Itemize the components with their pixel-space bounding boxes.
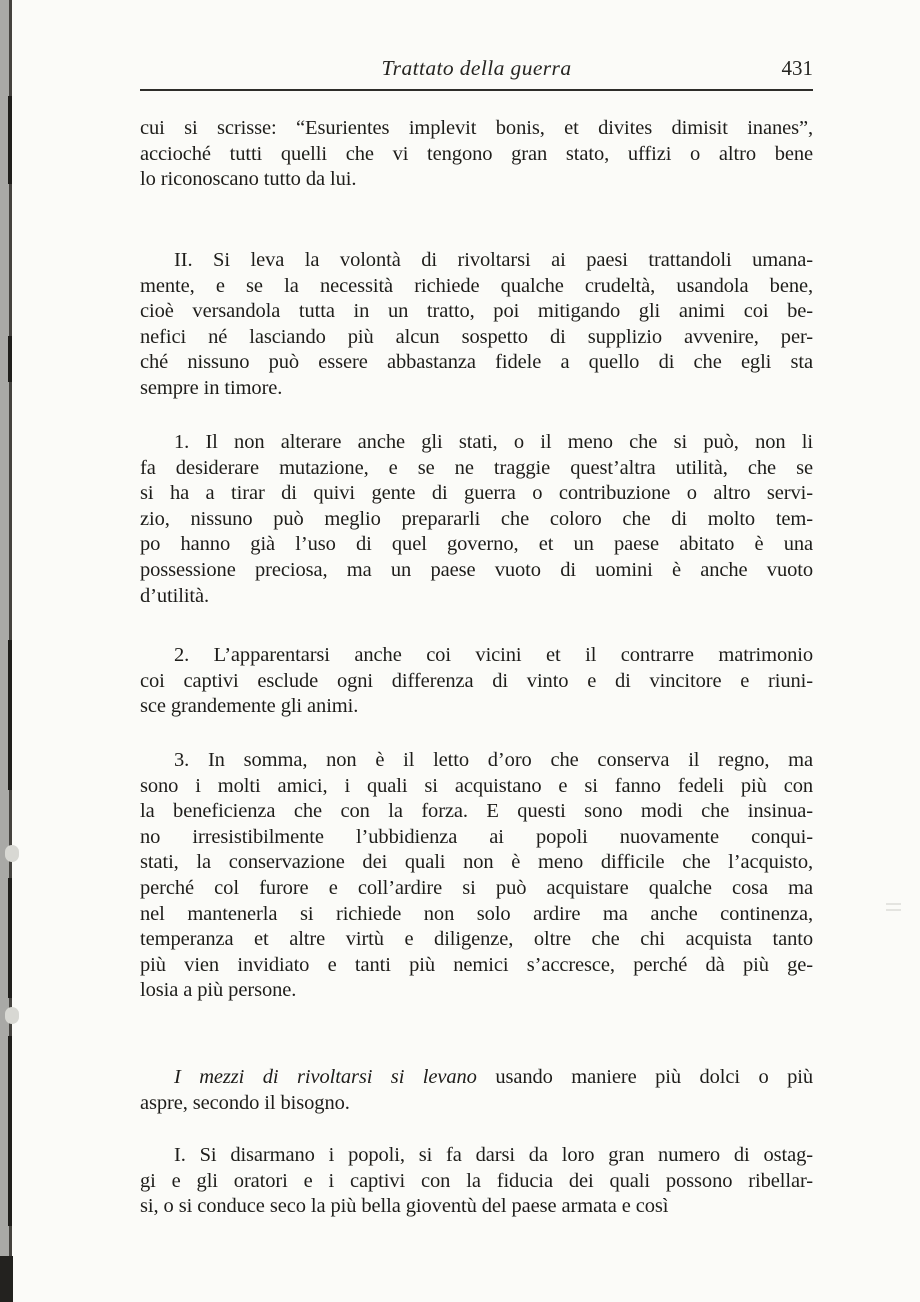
scan-edge-shadow [0,1256,13,1302]
text-line: II. Si leva la volontà di rivoltarsi ai paesi trattandoli umana- [174,249,813,271]
paragraph-item-3 [140,748,813,1004]
text-line: zio, nissuno può meglio prepararli che coloro che di molto tem- [140,507,813,530]
text-line: po hanno già l’uso di quel governo, et un paese abitato è una [140,533,813,556]
paragraph-section-lead [140,1065,813,1116]
text-line: temperanza et altre virtù e diligenze, oltre che chi acquista tanto [140,928,813,951]
italic-phrase: I mezzi di rivoltarsi si levano [174,1066,477,1088]
scan-edge-mark [8,640,12,790]
text-line: no irresistibilmente l’ubbidienza ai popoli nuovamente conqui- [140,825,813,848]
page-number: 431 [781,56,813,80]
text-line: sempre in timore. [140,376,283,399]
text-line: possessione preciosa, ma un paese vuoto di uomini è anche vuoto [140,558,813,581]
text-line: accioché tutti quelli che vi tengono gran stato, uffizi o altro bene [140,142,813,165]
text-line: lo riconoscano tutto da lui. [140,168,357,191]
text-line: si ha a tirar di quivi gente di guerra o contribuzione o altro servi- [140,482,813,505]
text-line: più vien invidiato e tanti più nemici s’accresce, perché dà più ge- [140,953,813,976]
text-line: fa desiderare mutazione, e se ne traggie quest’altra utilità, che se [140,456,813,479]
text-line: cioè versandola tutta in un tratto, poi mitigando gli animi coi be- [140,300,813,323]
paragraph-continuation [140,116,813,193]
scan-edge-mark [8,1036,12,1226]
header-rule [140,89,813,91]
text-line: losia a più persone. [140,979,297,1002]
text-line: aspre, secondo il bisogno. [140,1091,350,1114]
scan-edge-mark [8,878,12,998]
text-line: sono i molti amici, i quali si acquistano e si fanno fedeli più con [140,774,813,797]
running-header [140,56,813,86]
text-line: d’utilità. [140,584,210,607]
text-line: mente, e se la necessità richiede qualche crudeltà, usandola bene, [140,274,813,297]
scan-edge-mark [8,96,12,184]
text-line: coi captivi esclude ogni differenza di vinto e di vincitore e riuni- [140,669,813,692]
scan-edge-notch [5,1007,19,1024]
scan-smudge [886,903,901,905]
scan-edge-notch [5,845,19,862]
paragraph-item-I [140,1143,813,1220]
text-line: I. Si disarmano i popoli, si fa darsi da loro gran numero di ostag- [174,1144,813,1166]
text-line: stati, la conservazione dei quali non è meno difficile che l’acquisto, [140,851,813,874]
text-run: usando maniere più dolci o più [476,1066,814,1088]
text-line: sce grandemente gli animi. [140,695,359,718]
running-header-title: Trattato della guerra [381,56,572,80]
text-line: la beneficienza che con la forza. E questi sono modi che insinua- [140,800,813,823]
scan-smudge [886,909,901,911]
text-line: gi e gli oratori e i captivi con la fiducia dei quali possono ribellar- [140,1169,813,1192]
scan-edge-mark [8,336,12,382]
text-line: cui si scrisse: “Esurientes implevit bonis, et divites dimisit inanes”, [140,117,813,139]
text-line [140,1065,813,1091]
text-line: perché col furore e coll’ardire si può acquistare qualche cosa ma [140,876,813,899]
text-line: ché nissuno può essere abbastanza fidele a quello di che egli sta [140,351,813,374]
text-line: 1. Il non alterare anche gli stati, o il meno che si può, non li [174,431,813,453]
text-line: nefici né lasciando più alcun sospetto di supplizio avvenire, per- [140,325,813,348]
text-line: 2. L’apparentarsi anche coi vicini et il contrarre matrimonio [174,644,813,666]
paragraph-item-1 [140,430,813,609]
text-line: 3. In somma, non è il letto d’oro che conserva il regno, ma [174,749,813,771]
paragraph-item-2 [140,643,813,720]
text-line: si, o si conduce seco la più bella gioventù del paese armata e così [140,1195,669,1218]
paragraph-section-II [140,248,813,402]
text-line: nel mantenerla si richiede non solo ardire ma anche continenza, [140,902,813,925]
